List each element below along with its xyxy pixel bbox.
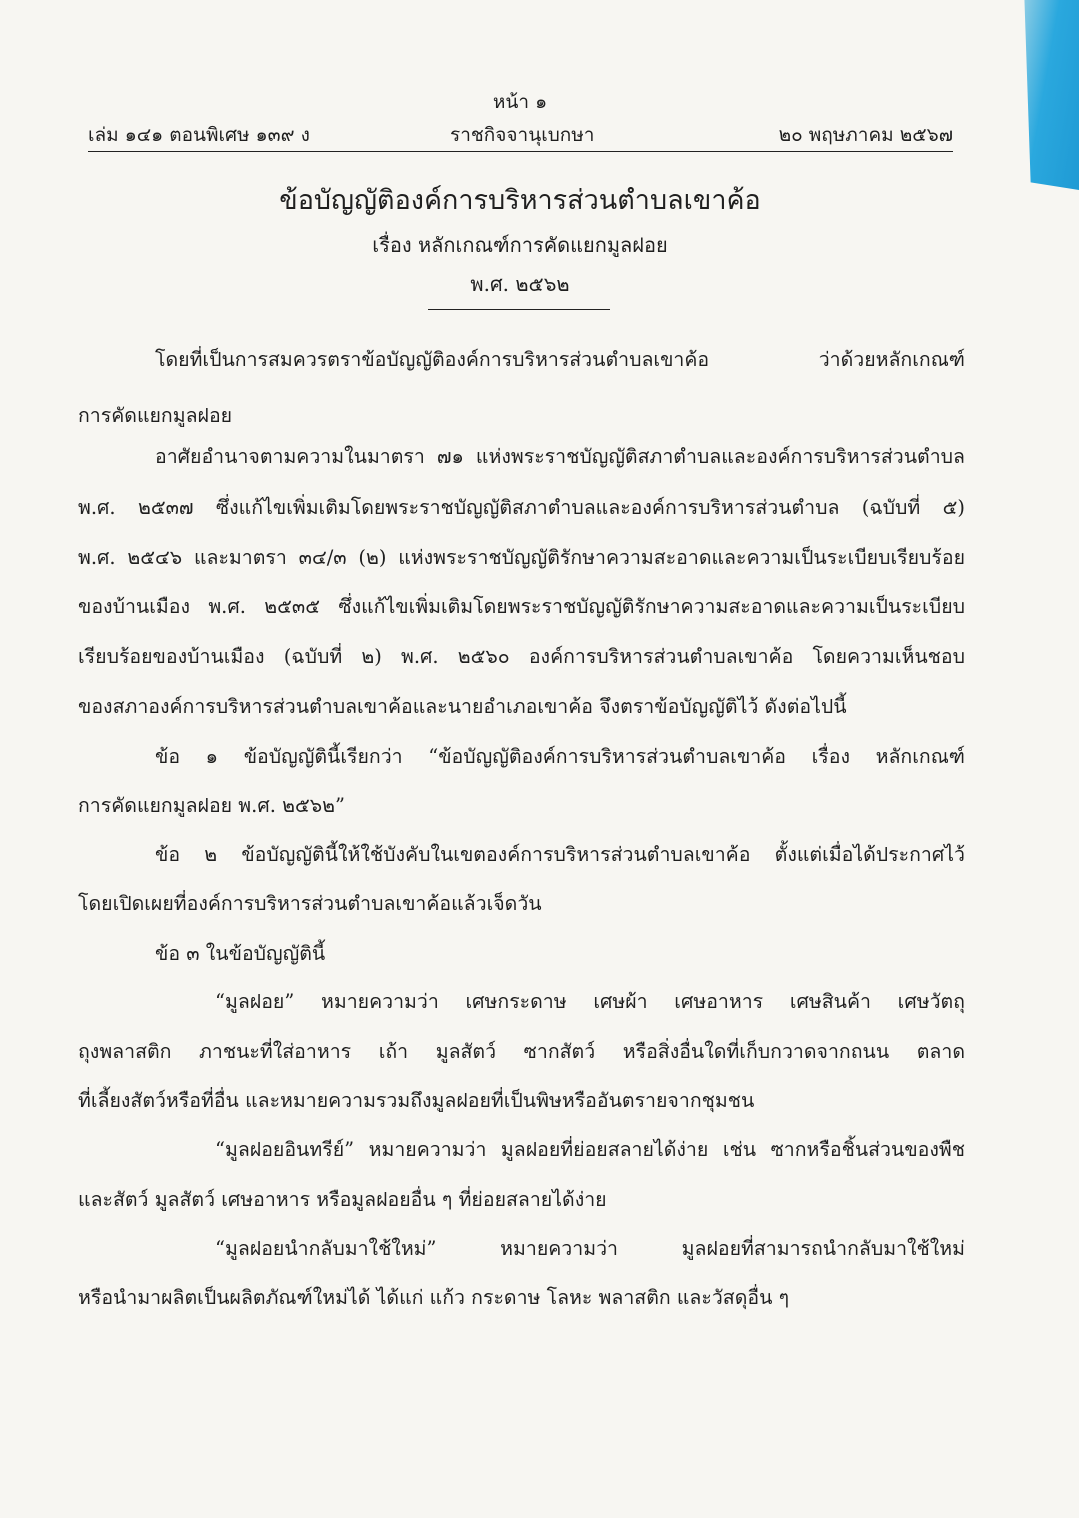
clause-3: ข้อ ๓ ในข้อบัญญัตินี้	[155, 942, 326, 965]
header-rule	[88, 151, 953, 152]
title-separator	[428, 309, 610, 310]
page-number: หน้า ๑	[492, 91, 548, 113]
definition-waste: “มูลฝอย” หมายความว่า เศษกระดาษ เศษผ้า เศษอาหาร เศษสินค้า เศษวัตถุ	[215, 990, 965, 1013]
clause-2: ข้อ ๒ ข้อบัญญัตินี้ให้ใช้บังคับในเขตองค์การบริหารส่วนตำบลเขาค้อ ตั้งแต่เมื่อได้ประกาศไว้	[155, 843, 965, 866]
definition-recyclable-waste: “มูลฝอยนำกลับมาใช้ใหม่” หมายความว่า มูลฝอยที่สามารถนำกลับมาใช้ใหม่	[215, 1237, 965, 1260]
body-line: และสัตว์ มูลสัตว์ เศษอาหาร หรือมูลฝอยอื่น ๆ ที่ย่อยสลายได้ง่าย	[78, 1188, 607, 1211]
publish-date: ๒๐ พฤษภาคม ๒๕๖๗	[778, 124, 953, 146]
gazette-name: ราชกิจจานุเบกษา	[450, 124, 595, 146]
document-title: ข้อบัญญัติองค์การบริหารส่วนตำบลเขาค้อ	[279, 185, 761, 216]
definition-organic-waste: “มูลฝอยอินทรีย์” หมายความว่า มูลฝอยที่ย่อยสลายได้ง่าย เช่น ซากหรือชิ้นส่วนของพืช	[215, 1138, 965, 1161]
body-line: ถุงพลาสติก ภาชนะที่ใส่อาหาร เถ้า มูลสัตว์ ซากสัตว์ หรือสิ่งอื่นใดที่เก็บกวาดจากถนน ตลาด	[78, 1040, 965, 1063]
clause-1: ข้อ ๑ ข้อบัญญัตินี้เรียกว่า “ข้อบัญญัติองค์การบริหารส่วนตำบลเขาค้อ เรื่อง หลักเกณฑ์	[155, 745, 965, 768]
body-line: โดยเปิดเผยที่องค์การบริหารส่วนตำบลเขาค้อแล้วเจ็ดวัน	[78, 892, 542, 915]
body-line: ที่เลี้ยงสัตว์หรือที่อื่น และหมายความรวมถึงมูลฝอยที่เป็นพิษหรืออันตรายจากชุมชน	[78, 1089, 755, 1112]
body-line: พ.ศ. ๒๕๓๗ ซึ่งแก้ไขเพิ่มเติมโดยพระราชบัญญัติสภาตำบลและองค์การบริหารส่วนตำบล (ฉบับที่ ๕)	[78, 496, 965, 519]
volume-issue: เล่ม ๑๔๑ ตอนพิเศษ ๑๓๙ ง	[88, 124, 310, 146]
body-line: ของบ้านเมือง พ.ศ. ๒๕๓๕ ซึ่งแก้ไขเพิ่มเติมโดยพระราชบัญญัติรักษาความสะอาดและความเป็นระเบียบ	[78, 595, 965, 618]
body-line: อาศัยอำนาจตามความในมาตรา ๗๑ แห่งพระราชบัญญัติสภาตำบลและองค์การบริหารส่วนตำบล	[155, 445, 965, 468]
body-line: ของสภาองค์การบริหารส่วนตำบลเขาค้อและนายอำเภอเขาค้อ จึงตราข้อบัญญัติไว้ ดังต่อไปนี้	[78, 695, 847, 718]
document-year: พ.ศ. ๒๕๖๒	[470, 272, 570, 296]
body-line: หรือนำมาผลิตเป็นผลิตภัณฑ์ใหม่ได้ ได้แก่ แก้ว กระดาษ โลหะ พลาสติก และวัสดุอื่น ๆ	[78, 1286, 790, 1309]
body-line: การคัดแยกมูลฝอย	[78, 404, 233, 427]
body-line: การคัดแยกมูลฝอย พ.ศ. ๒๕๖๒”	[78, 794, 345, 817]
body-line: โดยที่เป็นการสมควรตราข้อบัญญัติองค์การบริหารส่วนตำบลเขาค้อ ว่าด้วยหลักเกณฑ์	[155, 348, 965, 371]
body-line: พ.ศ. ๒๕๔๖ และมาตรา ๓๔/๓ (๒) แห่งพระราชบัญญัติรักษาความสะอาดและความเป็นระเบียบเรียบร้อย	[78, 546, 965, 569]
body-line: เรียบร้อยของบ้านเมือง (ฉบับที่ ๒) พ.ศ. ๒๕๖๐ องค์การบริหารส่วนตำบลเขาค้อ โดยความเห็นชอบ	[78, 645, 965, 668]
header-row	[88, 120, 953, 150]
document-subject: เรื่อง หลักเกณฑ์การคัดแยกมูลฝอย	[372, 233, 668, 257]
